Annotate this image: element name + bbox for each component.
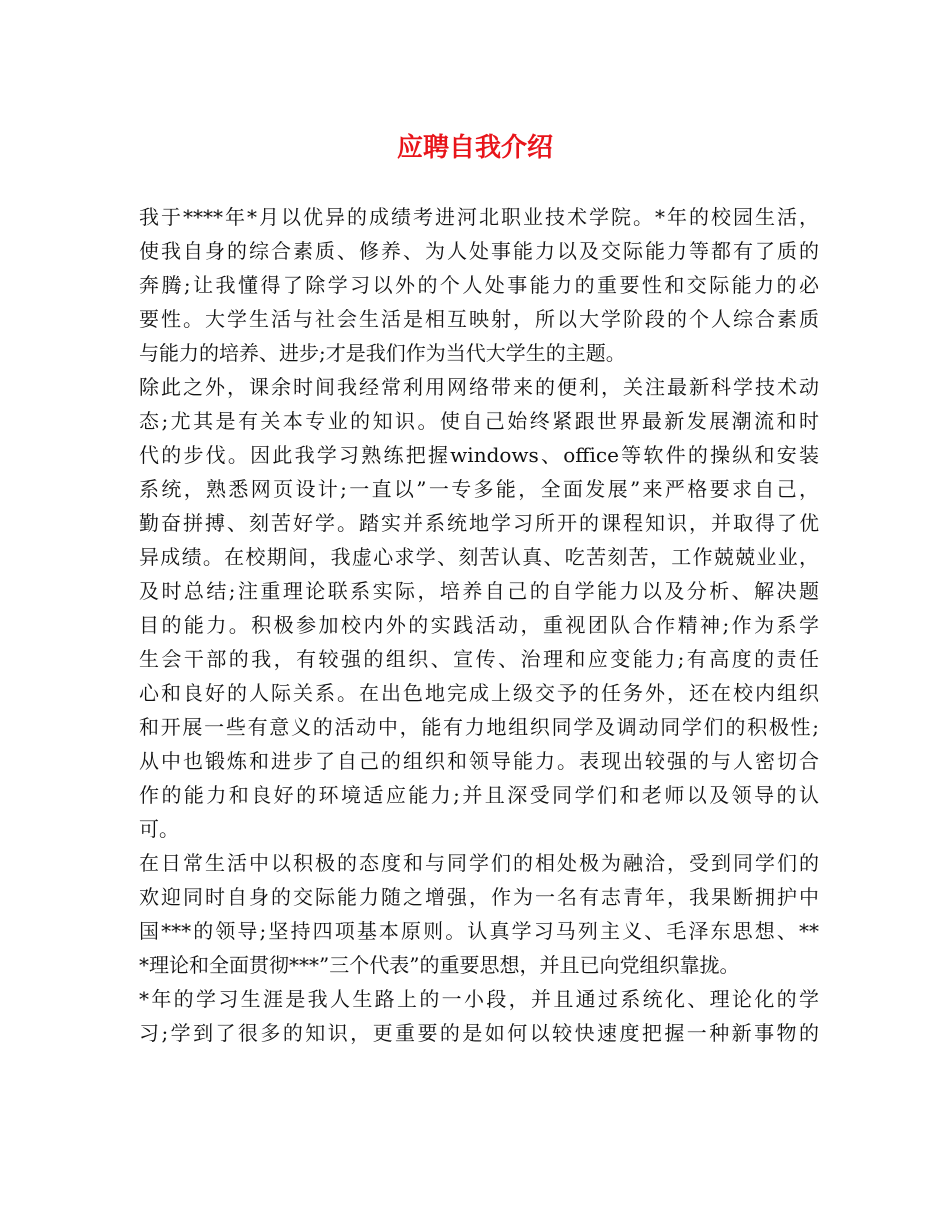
body-line: 除此之外，课余时间我经常利用网络带来的便利，关注最新科学技术动	[139, 375, 819, 399]
body-paragraph	[139, 982, 819, 1050]
body-line: 在日常生活中以积极的态度和与同学们的相处极为融洽，受到同学们的	[139, 851, 819, 875]
body-line: 代的步伐。因此我学习熟练把握windows、office等软件的操纵和安装	[139, 443, 819, 467]
body-line: 系统，熟悉网页设计;一直以”一专多能，全面发展”来严格要求自己，	[139, 477, 819, 501]
body-line: 态;尤其是有关本专业的知识。使自己始终紧跟世界最新发展潮流和时	[139, 409, 819, 433]
body-line: 欢迎同时自身的交际能力随之增强，作为一名有志青年，我果断拥护中	[139, 885, 819, 909]
body-line: 与能力的培养、进步;才是我们作为当代大学生的主题。	[139, 341, 626, 365]
body-line: 和开展一些有意义的活动中，能有力地组织同学及调动同学们的积极性;	[139, 715, 819, 739]
body-line: 国***的领导;坚持四项基本原则。认真学习马列主义、毛泽东思想、**	[139, 919, 819, 943]
body-line: 心和良好的人际关系。在出色地完成上级交予的任务外，还在校内组织	[139, 681, 819, 705]
body-line: 奔腾;让我懂得了除学习以外的个人处事能力的重要性和交际能力的必	[139, 273, 819, 297]
body-line: 目的能力。积极参加校内外的实践活动，重视团队合作精神;作为系学	[139, 613, 819, 637]
body-paragraph	[139, 370, 819, 846]
body-line: *理论和全面贯彻***”三个代表”的重要思想，并且已向党组织靠拢。	[139, 953, 740, 977]
body-line: 生会干部的我，有较强的组织、宣传、治理和应变能力;有高度的责任	[139, 647, 819, 671]
body-line: 勤奋拼搏、刻苦好学。踏实并系统地学习所开的课程知识，并取得了优	[139, 511, 819, 535]
body-line: 习;学到了很多的知识，更重要的是如何以较快速度把握一种新事物的	[139, 1021, 819, 1045]
body-line: *年的学习生涯是我人生路上的一小段，并且通过系统化、理论化的学	[139, 987, 819, 1011]
body-line: 可。	[139, 817, 179, 841]
document-body	[139, 200, 819, 1050]
body-line: 异成绩。在校期间，我虚心求学、刻苦认真、吃苦刻苦，工作兢兢业业，	[139, 545, 819, 569]
body-line: 使我自身的综合素质、修养、为人处事能力以及交际能力等都有了质的	[139, 239, 819, 263]
body-paragraph	[139, 846, 819, 982]
body-line: 我于****年*月以优异的成绩考进河北职业技术学院。*年的校园生活，	[139, 205, 819, 229]
body-line: 从中也锻炼和进步了自己的组织和领导能力。表现出较强的与人密切合	[139, 749, 819, 773]
body-line: 及时总结;注重理论联系实际，培养自己的自学能力以及分析、解决题	[139, 579, 819, 603]
body-paragraph	[139, 200, 819, 370]
body-line: 要性。大学生活与社会生活是相互映射，所以大学阶段的个人综合素质	[139, 307, 819, 331]
document-title: 应聘自我介绍	[396, 133, 553, 163]
body-line: 作的能力和良好的环境适应能力;并且深受同学们和老师以及领导的认	[139, 783, 819, 807]
